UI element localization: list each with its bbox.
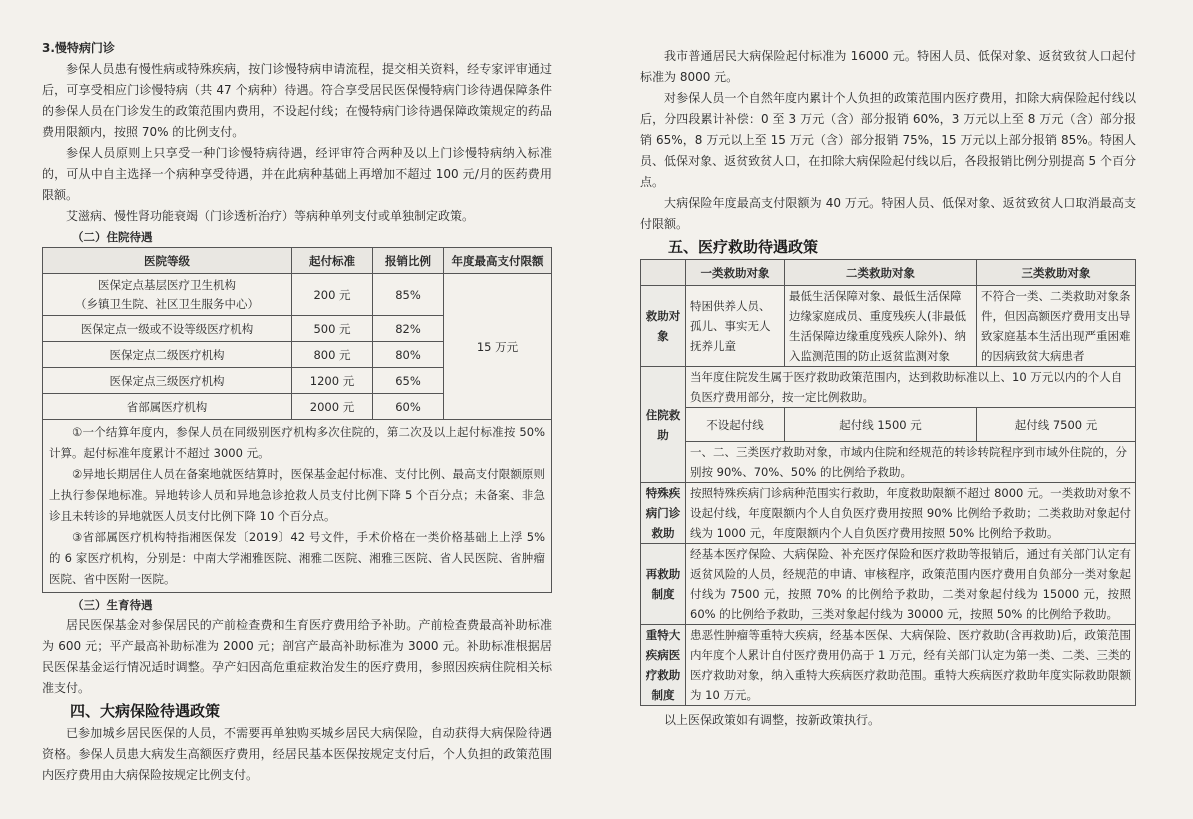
table-header: 三类救助对象 <box>977 260 1136 286</box>
row-header: 救助对象 <box>641 286 686 367</box>
table-cell: 80% <box>373 342 444 368</box>
table-cell: 1200 元 <box>292 368 373 394</box>
table-cell: 82% <box>373 316 444 342</box>
paragraph: 对参保人员一个自然年度内累计个人负担的政策范围内医疗费用，扣除大病保险起付线以后，分四段累计补偿：0 至 3 万元（含）部分报销 60%，3 万元以上至 8 万元（含）部分报销 65%，8 万元以上至 15 万元（含）部分报销 75%，15 万元以上部分报销 85%。特困人员、低保对象、返贫致贫人口，在扣除大病保险起付线以后，各段报销比例分别提高 5 个百分点。 <box>640 91 1136 189</box>
section-heading-critical-illness: 四、大病保险待遇政策 <box>70 702 221 720</box>
paragraph: 居民医保基金对参保居民的产前检查费和生育医疗费用给予补助。产前检查费最高补助标准为 600 元；平产最高补助标准为 2000 元；剖宫产最高补助标准为 3000 元。补助标准根据居民医保基金运行情况适时调整。孕产妇因高危重症救治发生的医疗费用，参照因疾病住院相关标准支付。 <box>42 618 552 695</box>
hospitalization-table <box>42 247 552 420</box>
table-cell: 按照特殊疾病门诊病种范围实行救助，年度救助限额不超过 8000 元。一类救助对象不设起付线，年度限额内个人自负医疗费用按照 90% 比例给予救助；二类救助对象起付线为 1000 元，年度限额内个人自负医疗费用按照 50% 比例给予救助。 <box>686 483 1136 544</box>
table-cell: 一、二、三类医疗救助对象，市域内住院和经规范的转诊转院程序到市域外住院的，分别按 90%、70%、50% 的比例给予救助。 <box>686 442 1136 483</box>
section-heading-medical-aid: 五、医疗救助待遇政策 <box>668 238 819 256</box>
footer-note: 以上医保政策如有调整，按新政策执行。 <box>664 713 881 727</box>
right-column <box>640 46 1136 731</box>
table-cell: 800 元 <box>292 342 373 368</box>
cell-text: 医保定点基层医疗卫生机构 <box>98 277 236 292</box>
table-cell: 最低生活保障对象、最低生活保障边缘家庭成员、重度残疾人(非最低生活保障边缘重度残疾人除外)、纳入监测范围的防止返贫监测对象 <box>785 286 977 367</box>
table-header-blank <box>641 260 686 286</box>
table-header: 二类救助对象 <box>785 260 977 286</box>
section-title-chronic-outpatient: 3.慢特病门诊 <box>42 41 115 55</box>
table-header: 年度最高支付限额 <box>444 248 552 274</box>
table-header: 报销比例 <box>373 248 444 274</box>
table-header: 一类救助对象 <box>686 260 785 286</box>
table-cell: 不符合一类、二类救助对象条件，但因高额医疗费用支出导致家庭基本生活出现严重困难的因病致贫大病患者 <box>977 286 1136 367</box>
row-header: 特殊疾病门诊救助 <box>641 483 686 544</box>
paragraph: 我市普通居民大病保险起付标准为 16000 元。特困人员、低保对象、返贫致贫人口起付标准为 8000 元。 <box>640 49 1136 84</box>
table-cell: 省部属医疗机构 <box>43 394 292 420</box>
table-notes <box>42 420 552 593</box>
medical-aid-table <box>640 259 1136 706</box>
table-cell: 起付线 1500 元 <box>785 408 977 442</box>
table-cell: 500 元 <box>292 316 373 342</box>
table-row <box>641 625 1136 706</box>
paragraph: 参保人员患有慢性病或特殊疾病，按门诊慢特病申请流程，提交相关资料，经专家评审通过后，可享受相应门诊慢特病（共 47 个病种）待遇。符合享受居民医保慢特病门诊待遇保障条件的参保人员在门诊发生的政策范围内费用，不设起付线；在慢特病门诊待遇保障政策规定的药品费用限额内，按照 70% 的比例支付。 <box>42 62 552 139</box>
table-header: 起付标准 <box>292 248 373 274</box>
table-row <box>641 442 1136 483</box>
cell-text: （乡镇卫生院、社区卫生服务中心） <box>75 296 259 311</box>
left-column <box>42 38 552 786</box>
table-cell: 医保定点二级医疗机构 <box>43 342 292 368</box>
table-cell: 特困供养人员、孤儿、事实无人抚养儿童 <box>686 286 785 367</box>
section-title-hospitalization: （二）住院待遇 <box>72 230 153 244</box>
table-cell: 当年度住院发生属于医疗救助政策范围内，达到救助标准以上、10 万元以内的个人自负医疗费用部分，按一定比例救助。 <box>686 367 1136 408</box>
table-cell: 医保定点三级医疗机构 <box>43 368 292 394</box>
table-cell: 起付线 7500 元 <box>977 408 1136 442</box>
table-cell: 85% <box>373 274 444 316</box>
table-row <box>641 367 1136 408</box>
paragraph: 参保人员原则上只享受一种门诊慢特病待遇，经评审符合两种及以上门诊慢特病纳入标准的，可从中自主选择一个病种享受待遇，并在此病种基础上再增加不超过 100 元/月的医药费用限额。 <box>42 146 552 202</box>
table-header: 医院等级 <box>43 248 292 274</box>
paragraph: 艾滋病、慢性肾功能衰竭（门诊透析治疗）等病种单列支付或单独制定政策。 <box>66 209 475 223</box>
table-cell: 不设起付线 <box>686 408 785 442</box>
table-row <box>641 408 1136 442</box>
section-title-maternity: （三）生育待遇 <box>72 598 153 612</box>
table-cell: 医保定点一级或不设等级医疗机构 <box>43 316 292 342</box>
note-item: ①一个结算年度内，参保人员在同级别医疗机构多次住院的，第二次及以上起付标准按 50% 计算。起付标准年度累计不超过 3000 元。 <box>49 425 545 460</box>
table-cell: 65% <box>373 368 444 394</box>
table-row <box>641 286 1136 367</box>
table-cell: 60% <box>373 394 444 420</box>
table-cell: 经基本医疗保险、大病保险、补充医疗保险和医疗救助等报销后，通过有关部门认定有返贫风险的人员，经规范的申请、审核程序，政策范围内医疗费用自负部分一类对象起付线为 7500 元，按照 70% 的比例给予救助，二类对象起付线为 15000 元，按照 60% 的比例给予救助，三类对象起付线为 30000 元，按照 50% 的比例给予救助。 <box>686 544 1136 625</box>
table-cell: 2000 元 <box>292 394 373 420</box>
table-cell: 患恶性肿瘤等重特大疾病，经基本医保、大病保险、医疗救助(含再救助)后，政策范围内年度个人累计自付医疗费用仍高于 1 万元，经有关部门认定为第一类、二类、三类的医疗救助对象，纳入重特大疾病医疗救助范围。重特大疾病医疗救助年度实际救助限额为 10 万元。 <box>686 625 1136 706</box>
table-row <box>43 274 552 316</box>
table-row <box>641 483 1136 544</box>
note-item: ②异地长期居住人员在备案地就医结算时，医保基金起付标准、支付比例、最高支付限额原则上执行参保地标准。异地转诊人员和异地急诊抢救人员支付比例下降 5 个百分点；未备案、非急诊且未转诊的异地就医人员支付比例下降 10 个百分点。 <box>49 467 545 523</box>
row-header: 住院救助 <box>641 367 686 483</box>
table-row <box>641 544 1136 625</box>
table-cell: 200 元 <box>292 274 373 316</box>
table-cell: 15 万元 <box>444 274 552 420</box>
row-header: 再救助制度 <box>641 544 686 625</box>
paragraph: 大病保险年度最高支付限额为 40 万元。特困人员、低保对象、返贫致贫人口取消最高支付限额。 <box>640 196 1136 231</box>
table-cell <box>43 274 292 316</box>
note-item: ③省部属医疗机构特指湘医保发〔2019〕42 号文件，手术价格在一类价格基础上上浮 5% 的 6 家医疗机构，分别是：中南大学湘雅医院、湘雅二医院、湘雅三医院、省人民医院、省肿瘤医院、省中医附一医院。 <box>49 530 545 586</box>
paragraph: 已参加城乡居民医保的人员，不需要再单独购买城乡居民大病保险，自动获得大病保险待遇资格。参保人员患大病发生高额医疗费用，经居民基本医保按规定支付后，个人负担的政策范围内医疗费用由大病保险按规定比例支付。 <box>42 726 552 782</box>
row-header: 重特大疾病医疗救助制度 <box>641 625 686 706</box>
